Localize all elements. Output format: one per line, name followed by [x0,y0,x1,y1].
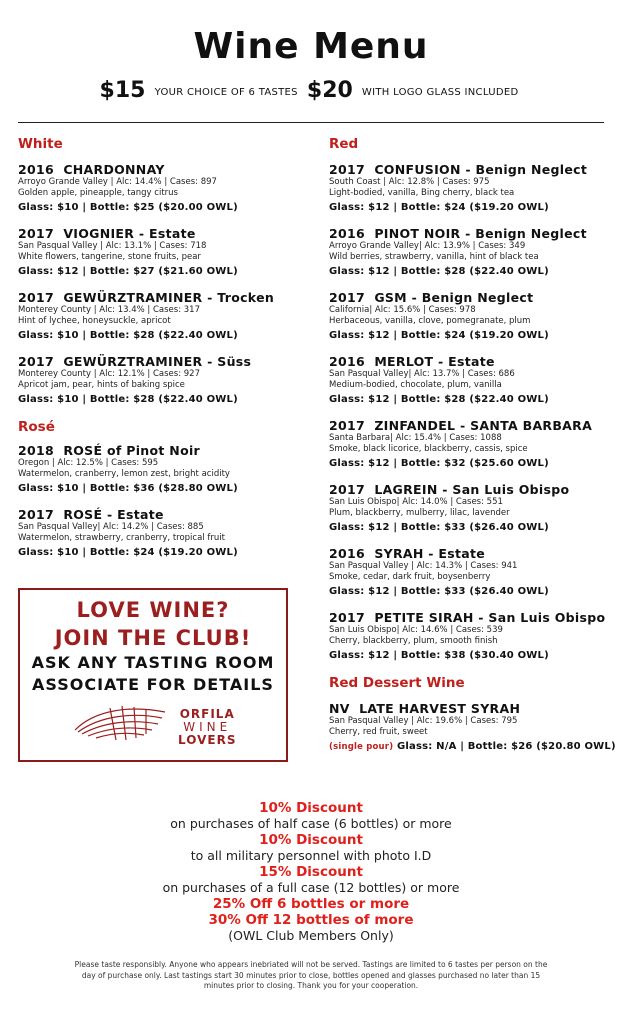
wine-year: 2016 [329,546,365,561]
wine-tasting-notes: Smoke, cedar, dark fruit, boysenberry [329,572,491,582]
discount-2 [0,832,622,864]
wine-title [329,162,614,177]
logo-text-line3: LOVERS [178,733,237,747]
wine-tasting-notes: Watermelon, strawberry, cranberry, tropical fruit [18,533,225,543]
owl-wing-icon [70,700,170,744]
wine-title [329,290,614,305]
left-column [18,136,308,558]
wine-club-promo [18,588,288,762]
wine-item [18,290,308,341]
wine-name: PINOT NOIR [374,226,461,241]
wine-item [329,290,614,341]
discount-1 [0,800,622,832]
wine-name: GEWÜRZTRAMINER [63,354,203,369]
discount-heading: 25% Off 6 bottles or more [212,896,410,912]
club-cta-line2: ASSOCIATE FOR DETAILS [32,675,274,694]
wine-subtitle: - Benign Neglect [465,226,587,241]
wine-year: 2016 [18,162,54,177]
wine-details: San Pasqual Valley | Alc: 13.1% | Cases: 718 [18,241,207,251]
discount-heading: 10% Discount [259,832,363,848]
wine-year: 2018 [18,443,54,458]
wine-name: ROSÉ [63,443,103,458]
disclaimer: Please taste responsibly. Anyone who appears inebriated will not be served. Tastings are limited to 6 tastes per person on the day of purchase only. Last tastings start 30 minutes prior to close, bottles opened and glasses purchased no later than 15 minutes prior to closing. Thank you for your cooperation. [74,960,548,990]
wine-details: San Pasqual Valley | Alc: 19.6% | Cases: 795 [329,716,518,726]
glass-price: $20 [306,78,353,103]
wine-subtitle: - San Luis Obispo [478,610,606,625]
wine-subtitle: - Estate [138,226,196,241]
wine-title [18,507,308,522]
wine-year: NV [329,701,350,716]
wine-item [329,162,614,213]
wine-price: Glass: $12 | Bottle: $24 ($19.20 OWL) [329,330,549,341]
wine-subtitle: - Estate [428,546,486,561]
club-subheadline: JOIN THE CLUB! [54,626,252,650]
wine-item [329,546,614,597]
wine-title [329,482,614,497]
wine-price: Glass: $10 | Bottle: $25 ($20.00 OWL) [18,202,238,213]
wine-price: Glass: $12 | Bottle: $38 ($30.40 OWL) [329,650,549,661]
wine-details: Monterey County | Alc: 12.1% | Cases: 927 [18,369,200,379]
wine-subtitle: - Süss [207,354,252,369]
wine-name: GEWÜRZTRAMINER [63,290,203,305]
wine-tasting-notes: Apricot jam, pear, hints of baking spice [18,380,185,390]
orfila-wine-lovers-logo [20,700,286,752]
wine-price: Glass: $12 | Bottle: $28 ($22.40 OWL) [329,266,549,277]
wine-price: Glass: $10 | Bottle: $36 ($28.80 OWL) [18,483,238,494]
wine-details: Monterey County | Alc: 13.4% | Cases: 317 [18,305,200,315]
wine-details: San Luis Obispo| Alc: 14.6% | Cases: 539 [329,625,503,635]
wine-year: 2016 [329,226,365,241]
wine-details: San Luis Obispo| Alc: 14.0% | Cases: 551 [329,497,503,507]
tasting-price: $15 [99,78,146,103]
wine-subtitle: - San Luis Obispo [442,482,570,497]
wine-subtitle: - Trocken [207,290,275,305]
wine-details: San Pasqual Valley| Alc: 14.2% | Cases: 885 [18,522,204,532]
wine-tasting-notes: Plum, blackberry, mulberry, lilac, lavender [329,508,510,518]
wine-tasting-notes: Smoke, black licorice, blackberry, cassis, spice [329,444,528,454]
wine-year: 2017 [18,507,54,522]
wine-name: ZINFANDEL [374,418,456,433]
wine-name: MERLOT [374,354,434,369]
discount-heading: 15% Discount [259,864,363,880]
wine-item [329,482,614,533]
wine-year: 2017 [329,610,365,625]
wine-item [18,162,308,213]
wine-year: 2017 [18,354,54,369]
white-wine-list [18,162,308,405]
header-divider [18,122,604,123]
logo-text [178,708,236,747]
wine-title [329,354,614,369]
wine-details: Arroyo Grande Valley| Alc: 13.9% | Cases: 349 [329,241,526,251]
wine-item [18,507,308,558]
wine-subtitle: - Estate [438,354,495,369]
wine-item [18,443,308,494]
wine-item [329,418,614,469]
wine-subtitle: - Benign Neglect [465,162,588,177]
discount-text: on purchases of half case (6 bottles) or more [170,816,452,831]
wine-tasting-notes: White flowers, tangerine, stone fruits, pear [18,252,201,262]
wine-tasting-notes: Cherry, blackberry, plum, smooth finish [329,636,498,646]
wine-price: Glass: $10 | Bottle: $24 ($19.20 OWL) [18,547,238,558]
wine-title [18,443,308,458]
wine-price: Glass: $12 | Bottle: $32 ($25.60 OWL) [329,458,549,469]
right-column [329,136,614,752]
wine-title [18,354,308,369]
wine-item [329,701,614,752]
logo-text-line1: ORFILA [179,707,235,721]
wine-title [18,226,308,241]
wine-item [18,226,308,277]
wine-price: Glass: $12 | Bottle: $28 ($22.40 OWL) [329,394,549,405]
section-white-heading: White [18,136,63,152]
discount-4 [0,896,622,912]
wine-title [329,418,614,433]
wine-tasting-notes: Golden apple, pineapple, tangy citrus [18,188,178,198]
wine-price: Glass: $10 | Bottle: $28 ($22.40 OWL) [18,394,238,405]
wine-subtitle: of Pinot Noir [106,443,201,458]
discount-text: (OWL Club Members Only) [228,928,394,943]
wine-price-text: Glass: N/A | Bottle: $26 ($20.80 OWL) [396,741,616,752]
wine-name: GSM [374,290,407,305]
wine-details: Oregon | Alc: 12.5% | Cases: 595 [18,458,159,468]
wine-item [329,226,614,277]
discount-5 [0,912,622,944]
wine-name: LATE HARVEST SYRAH [359,701,521,716]
wine-details: California| Alc: 15.6% | Cases: 978 [329,305,476,315]
discount-3 [0,864,622,896]
wine-subtitle: - Benign Neglect [411,290,534,305]
wine-name: CONFUSION [374,162,461,177]
wine-item [329,354,614,405]
wine-subtitle: - Estate [106,507,164,522]
wine-name: LAGREIN [374,482,438,497]
wine-price [329,741,614,752]
wine-title [18,290,308,305]
wine-tasting-notes: Cherry, red fruit, sweet [329,727,428,737]
club-cta-line1: ASK ANY TASTING ROOM [31,653,275,672]
discount-heading: 30% Off 12 bottles of more [208,912,414,928]
section-dessert-heading: Red Dessert Wine [329,675,465,691]
wine-tasting-notes: Herbaceous, vanilla, clove, pomegranate, plum [329,316,531,326]
wine-year: 2017 [18,290,54,305]
rose-wine-list [18,443,308,558]
wine-name: CHARDONNAY [63,162,165,177]
wine-tasting-notes: Wild berries, strawberry, vanilla, hint of black tea [329,252,539,262]
wine-tasting-notes: Light-bodied, vanilla, Bing cherry, black tea [329,188,515,198]
section-rose-heading: Rosé [18,419,55,435]
wine-price: Glass: $12 | Bottle: $33 ($26.40 OWL) [329,586,549,597]
wine-price: Glass: $12 | Bottle: $33 ($26.40 OWL) [329,522,549,533]
wine-year: 2016 [329,354,365,369]
wine-details: San Pasqual Valley| Alc: 13.7% | Cases: 686 [329,369,515,379]
wine-price: Glass: $12 | Bottle: $24 ($19.20 OWL) [329,202,549,213]
wine-title [18,162,308,177]
wine-tasting-notes: Medium-bodied, chocolate, plum, vanilla [329,380,502,390]
logo-text-line2: WINE [183,720,232,734]
wine-title [329,546,614,561]
discounts-section [0,800,622,944]
tasting-pricing [0,78,622,103]
tasting-price-text: YOUR CHOICE OF 6 TASTES [154,87,298,98]
discount-text: on purchases of a full case (12 bottles) or more [162,880,460,895]
discount-text: to all military personnel with photo I.D [190,848,432,863]
wine-item [18,354,308,405]
wine-year: 2017 [329,290,365,305]
red-wine-list [329,162,614,661]
wine-details: South Coast | Alc: 12.8% | Cases: 975 [329,177,490,187]
wine-year: 2017 [329,418,365,433]
wine-subtitle: - SANTA BARBARA [459,418,593,433]
wine-title [329,610,614,625]
wine-details: San Pasqual Valley | Alc: 14.3% | Cases: 941 [329,561,518,571]
wine-price: Glass: $12 | Bottle: $27 ($21.60 OWL) [18,266,238,277]
wine-details: Santa Barbara| Alc: 15.4% | Cases: 1088 [329,433,502,443]
glass-price-text: WITH LOGO GLASS INCLUDED [361,87,519,98]
page-title: Wine Menu [193,26,429,67]
wine-title [329,701,614,716]
wine-year: 2017 [329,162,365,177]
wine-details: Arroyo Grande Valley | Alc: 14.4% | Cases: 897 [18,177,217,187]
wine-name: VIOGNIER [63,226,135,241]
wine-item [329,610,614,661]
wine-year: 2017 [329,482,365,497]
wine-year: 2017 [18,226,54,241]
discount-heading: 10% Discount [259,800,363,816]
wine-title [329,226,614,241]
wine-name: SYRAH [374,546,424,561]
wine-tasting-notes: Watermelon, cranberry, lemon zest, bright acidity [18,469,230,479]
single-pour-note: (single pour) [329,742,394,752]
wine-price: Glass: $10 | Bottle: $28 ($22.40 OWL) [18,330,238,341]
section-red-heading: Red [329,136,359,152]
wine-name: ROSÉ [63,507,103,522]
club-headline: LOVE WINE? [76,598,230,622]
wine-tasting-notes: Hint of lychee, honeysuckle, apricot [18,316,171,326]
wine-name: PETITE SIRAH [374,610,474,625]
